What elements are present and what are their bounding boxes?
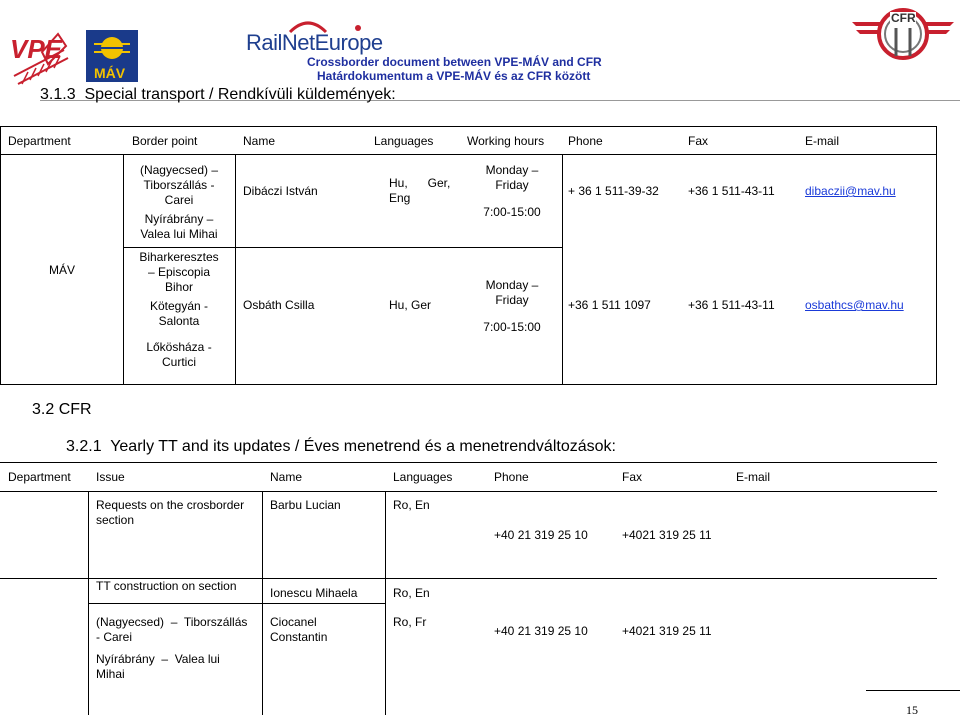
issue-cell: TT construction on section bbox=[96, 579, 237, 593]
section-32-heading: 3.2 CFR bbox=[32, 401, 92, 418]
contact-languages: Hu, Ger bbox=[389, 298, 432, 312]
railneteurope-logo-text: RailNetEurope bbox=[246, 30, 383, 55]
contact-email-link[interactable]: dibaczii@mav.hu bbox=[805, 184, 896, 198]
document-title-hu: Határdokumentum a VPE-MÁV és az CFR között bbox=[317, 69, 591, 83]
railneteurope-logo bbox=[246, 18, 396, 58]
working-hours: Monday – Friday 7:00-15:00 bbox=[483, 163, 541, 219]
contact-fax: +36 1 511-43-11 bbox=[688, 298, 775, 312]
department-mav: MÁV bbox=[49, 263, 76, 277]
contact-phone: +40 21 319 25 10 bbox=[494, 624, 588, 638]
col-email: E-mail bbox=[805, 134, 840, 148]
contact-languages: Ro, Fr bbox=[393, 615, 427, 629]
page-number: 15 bbox=[906, 703, 918, 717]
col-email: E-mail bbox=[736, 470, 771, 484]
contact-fax: +4021 319 25 11 bbox=[622, 528, 712, 542]
contact-name: Dibáczi István bbox=[243, 184, 318, 198]
cfr-logo-text: CFR bbox=[891, 11, 916, 25]
section-313-heading: 3.1.3 Special transport / Rendkívüli küldemények: bbox=[40, 86, 396, 103]
contact-languages: Ro, En bbox=[393, 586, 430, 600]
col-languages: Languages bbox=[393, 470, 453, 484]
col-department: Department bbox=[8, 470, 71, 484]
col-department: Department bbox=[8, 134, 71, 148]
col-issue: Issue bbox=[96, 470, 125, 484]
contact-email-link[interactable]: osbathcs@mav.hu bbox=[805, 298, 904, 312]
section-321-heading: 3.2.1 Yearly TT and its updates / Éves menetrend és a menetrendváltozások: bbox=[66, 438, 616, 455]
contact-languages-cont: Eng bbox=[389, 191, 411, 205]
document-title-en: Crossborder document between VPE-MÁV and CFR bbox=[307, 55, 602, 69]
contact-name: Osbáth Csilla bbox=[243, 298, 315, 312]
working-hours: Monday – Friday 7:00-15:00 bbox=[483, 278, 541, 334]
mav-logo-text: MÁV bbox=[94, 65, 126, 81]
contact-phone: +40 21 319 25 10 bbox=[494, 528, 588, 542]
contact-fax: +36 1 511-43-11 bbox=[688, 184, 775, 198]
contact-phone: + 36 1 511-39-32 bbox=[568, 184, 659, 198]
issue-cell: Nyírábrány – Valea lui Mihai bbox=[96, 652, 220, 681]
mav-logo bbox=[86, 30, 138, 82]
col-fax: Fax bbox=[688, 134, 709, 148]
page-number-box bbox=[866, 690, 960, 691]
vpe-logo bbox=[8, 28, 76, 86]
contact-phone: +36 1 511 1097 bbox=[568, 298, 651, 312]
contact-name: Barbu Lucian bbox=[270, 498, 341, 512]
col-working-hours: Working hours bbox=[467, 134, 545, 148]
contact-fax: +4021 319 25 11 bbox=[622, 624, 712, 638]
issue-cell: Requests on the crosborder section bbox=[96, 498, 245, 527]
col-phone: Phone bbox=[494, 470, 529, 484]
contact-languages: Ro, En bbox=[393, 498, 430, 512]
col-name: Name bbox=[243, 134, 276, 148]
svg-text:VPE: VPE bbox=[10, 34, 63, 64]
issue-cell: (Nagyecsed) – Tiborszállás - Carei bbox=[96, 615, 248, 644]
contact-name: Ionescu Mihaela bbox=[270, 586, 358, 600]
border-point-list: (Nagyecsed) – Tiborszállás - Carei Nyírábrány – Valea lui Mihai Biharkeresztes – Episcopia Bihor Kötegyán - Salonta Lőkösháza - Curtici bbox=[139, 163, 219, 369]
col-fax: Fax bbox=[622, 470, 643, 484]
contact-languages: Hu, Ger, bbox=[389, 176, 451, 190]
col-border-point: Border point bbox=[132, 134, 198, 148]
col-name: Name bbox=[270, 470, 303, 484]
contact-name: Ciocanel Constantin bbox=[270, 615, 328, 644]
cfr-logo bbox=[850, 4, 956, 68]
col-languages: Languages bbox=[374, 134, 434, 148]
col-phone: Phone bbox=[568, 134, 603, 148]
